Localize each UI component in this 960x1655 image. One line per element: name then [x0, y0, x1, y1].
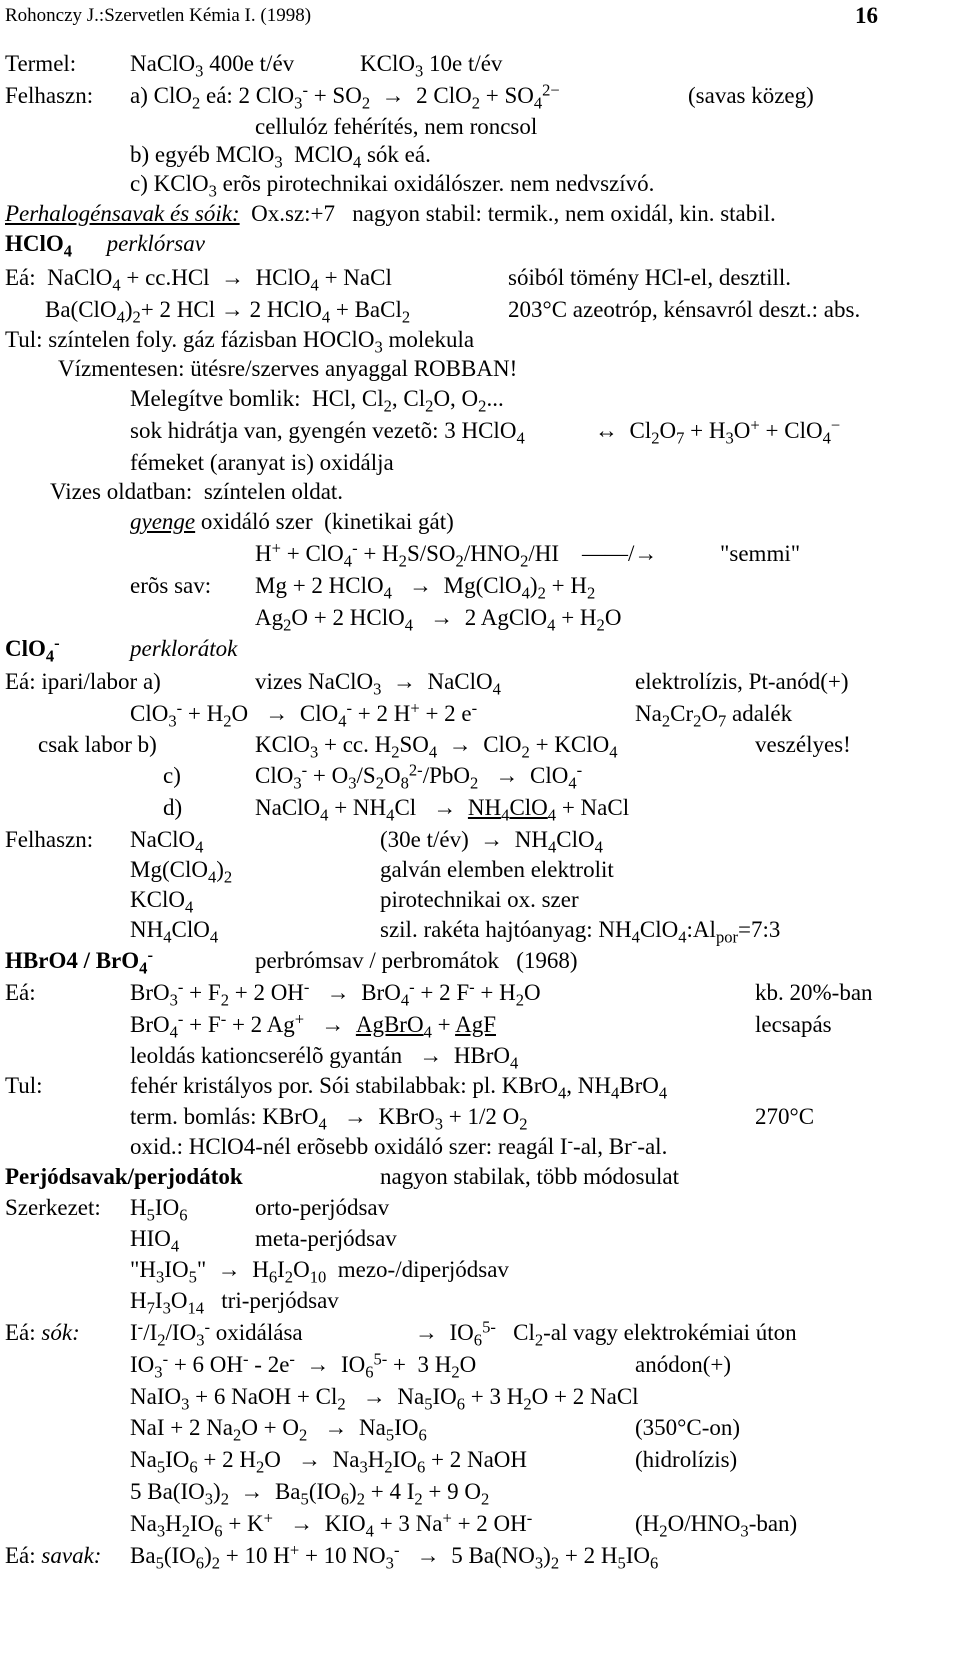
text-line: $IO_3^- + 6$ $OH^- - 2e^- \to IO_6^{5-} + 3$ $H_2O$: [130, 1349, 477, 1382]
text-line: a) ClO$_2$ eá: 2 $ClO_3^- + SO_2 \to 2$ $ClO_2 + SO_4^{2-}$: [130, 80, 560, 113]
text-line: $H_5IO_6$: [130, 1195, 188, 1225]
text-line: perklorátok: [130, 636, 238, 661]
text-line: → $IO_6^{5-}$ $Cl_2-al$ vagy elektrokémiai úton: [415, 1317, 797, 1350]
text-line: $Na_3H_2IO_6 + K^+ \to KIO_4 + 3$ Na+ + 2 OH-: [130, 1508, 533, 1541]
text-line: Perhalogénsavak és sóik: Ox.sz:+7 nagyon stabil: termik., nem oxidál, kin. stabil.: [5, 201, 776, 226]
text-line: $Ag_2O + 2$ HClO$_4$ → 2 AgClO$_4$ + $H_2O$: [255, 605, 622, 635]
text-line: HClO$_4$ perklórsav: [5, 231, 205, 261]
text-line: NaClO$_4$: [130, 827, 204, 857]
text-line: NaI + 2 $Na_2O + O_2 \to Na_5IO_6$: [130, 1415, 427, 1445]
text-line: KClO$_3$ + cc. $H_2SO_4 \to ClO_2$ + KClO$_4$: [255, 732, 618, 762]
text-line: Eá: sók:: [5, 1320, 80, 1345]
text-line: csak labor b): [38, 732, 157, 757]
text-line: meta-perjódsav: [255, 1226, 397, 1251]
text-line: Felhaszn:: [5, 827, 94, 852]
text-line: $Ba(ClO_4)_2+ 2$ HCl → 2 HClO$_4$ + BaCl$_2$: [45, 297, 411, 327]
text-line: perbrómsav / perbromátok (1968): [255, 948, 578, 973]
text-line: sok hidrátja van, gyengén vezetõ: 3 HClO$_4$: [130, 418, 525, 448]
text-line: c) KClO$_3$ erõs pirotechnikai oxidálószer. nem nedvszívó.: [130, 171, 655, 201]
text-line: vizes NaClO$_3$ → NaClO$_4$: [255, 669, 501, 699]
text-line: c): [163, 763, 181, 788]
text-line: KClO$_3$ 10e t/év: [360, 51, 503, 81]
header-title: Rohonczy J.:Szervetlen Kémia I. (1998): [5, 5, 312, 26]
text-line: oxid.: HClO4-nél erõsebb oxidáló szer: reagál I--al, Br--al.: [130, 1131, 668, 1159]
text-line: 270°C: [755, 1104, 815, 1129]
text-line: "semmi": [720, 541, 801, 566]
text-line: Eá:: [5, 980, 36, 1005]
text-line: $H_7I_3O_{14}$ tri-perjódsav: [130, 1288, 339, 1318]
text-line: Eá: savak:: [5, 1543, 102, 1568]
text-line: leoldás kationcserélõ gyantán → HBrO$_4$: [130, 1043, 519, 1073]
text-line: $Mg(ClO_4)_2$: [130, 857, 233, 887]
text-line: HBrO4 / BrO$_4$-: [5, 945, 153, 978]
text-line: kb. 20%-ban: [755, 980, 873, 1005]
text-line: NaClO$_3$ 400e t/év: [130, 51, 295, 81]
page-number: 16: [855, 3, 878, 28]
text-line: $Ba_5(IO_6)_2 + 10$ H+ + 10 $NO_3^- \to 5$ $Ba(NO_3)_2 + 2$ $H_5IO_6$: [130, 1540, 659, 1573]
text-line: $Na_2Cr_2O_7$ adalék: [635, 701, 793, 731]
text-line: b) egyéb MClO$_3$ MClO$_4$ sók eá.: [130, 142, 431, 172]
text-line: NaClO$_4$ + $NH_4Cl \to NH_4ClO_4$ + NaCl: [255, 795, 630, 825]
text-line: Perjódsavak/perjodátok: [5, 1164, 243, 1189]
text-line: $HIO_4$: [130, 1226, 180, 1256]
text-line: $Na_5IO_6 + 2$ $H_2O \to Na_3H_2IO_6 + 2$ NaOH: [130, 1447, 527, 1477]
text-line: ClO$_4$-: [5, 633, 60, 666]
text-line: cellulóz fehérítés, nem roncsol: [255, 114, 538, 139]
text-line: Vízmentesen: ütésre/szerves anyaggal ROBBAN!: [58, 356, 518, 381]
text-line: $H^+ + ClO_4^- + H_2S/SO_2/HNO_2/HI$ ——/→: [255, 538, 658, 571]
text-line: szil. rakéta hajtóanyag: $NH_4ClO_4:Al_{por}=7:3$: [380, 917, 781, 947]
text-line: term. bomlás: KBrO$_4$ → KBrO$_3$ + 1/2 $O_2$: [130, 1104, 528, 1134]
text-line: fehér kristályos por. Sói stabilabbak: pl. KBrO$_4$, $NH_4BrO_4$: [130, 1073, 668, 1103]
text-line: erõs sav:: [130, 573, 212, 598]
text-line: fémeket (aranyat is) oxidálja: [130, 450, 394, 475]
text-line: $ClO_3^- + H_2O \to ClO_4^- + 2$ H+ + 2 e-: [130, 698, 478, 731]
text-line: ↔ $Cl_2O_7 + H_3O^+ + ClO_4^-$: [595, 415, 841, 448]
text-line: Termel:: [5, 51, 77, 76]
text-line: $I^-/I_2/IO_3^-$ oxidálása: [130, 1317, 303, 1350]
text-line: $(H_2O/HNO_3-ban)$: [635, 1511, 798, 1541]
text-line: d): [163, 795, 183, 820]
text-line: gyenge oxidáló szer (kinetikai gát): [130, 509, 454, 534]
text-line: Mg + 2 HClO$_4$ → $Mg(ClO_4)_2 + H_2$: [255, 573, 596, 603]
text-line: nagyon stabilak, több módosulat: [380, 1164, 679, 1189]
text-line: KClO$_4$: [130, 887, 194, 917]
text-line: (30e t/év) → $NH_4ClO_4$: [380, 827, 603, 857]
text-line: lecsapás: [755, 1012, 832, 1037]
text-line: 203°C azeotróp, kénsavról deszt.: abs.: [508, 297, 861, 322]
text-line: sóiból tömény HCl-el, desztill.: [508, 265, 791, 290]
text-line: veszélyes!: [755, 732, 851, 757]
text-line: 5 $Ba(IO_3)_2 \to Ba_5(IO_6)_2 + 4$ $I_2 + 9$ $O_2$: [130, 1479, 490, 1509]
text-line: Tul:: [5, 1073, 43, 1098]
text-line: Tul: színtelen foly. gáz fázisban HOClO$_3$ molekula: [5, 327, 475, 357]
text-line: NaIO$_3$ + 6 NaOH + $Cl_2 \to Na_5IO_6 + 3$ $H_2O + 2$ NaCl: [130, 1384, 639, 1414]
text-line: "$H_3IO_5$" → $H_6I_2O_{10}$ mezo-/diperjódsav: [130, 1257, 509, 1287]
text-line: BrO$_4$- + F- + 2 Ag+ → AgBrO$_4$ + AgF: [130, 1009, 496, 1042]
text-line: Vizes oldatban: színtelen oldat.: [50, 479, 344, 504]
text-line: (350°C-on): [635, 1415, 741, 1440]
text-line: Melegítve bomlik: HCl, $Cl_2$, $Cl_2O$, $O_2$...: [130, 386, 504, 416]
text-line: pirotechnikai ox. szer: [380, 887, 579, 912]
text-line: Szerkezet:: [5, 1195, 101, 1220]
text-line: $ClO_3^- + O_3/S_2O_8^{2-}/PbO_2 \to ClO_4^-$: [255, 760, 583, 793]
text-line: anódon(+): [635, 1352, 731, 1377]
text-line: $NH_4ClO_4$: [130, 917, 219, 947]
text-line: Eá: ipari/labor a): [5, 669, 161, 694]
text-line: galván elemben elektrolit: [380, 857, 614, 882]
text-line: (hidrolízis): [635, 1447, 738, 1472]
text-line: Felhaszn:: [5, 83, 94, 108]
text-line: (savas közeg): [688, 83, 814, 108]
text-line: $BrO_3^- + F_2 + 2$ OH- → BrO$_4$- + 2 $F^- + H_2O$: [130, 977, 541, 1010]
text-line: Eá: NaClO$_4$ + cc.HCl → HClO$_4$ + NaCl: [5, 265, 392, 295]
text-line: orto-perjódsav: [255, 1195, 390, 1220]
text-line: elektrolízis, Pt-anód(+): [635, 669, 849, 694]
